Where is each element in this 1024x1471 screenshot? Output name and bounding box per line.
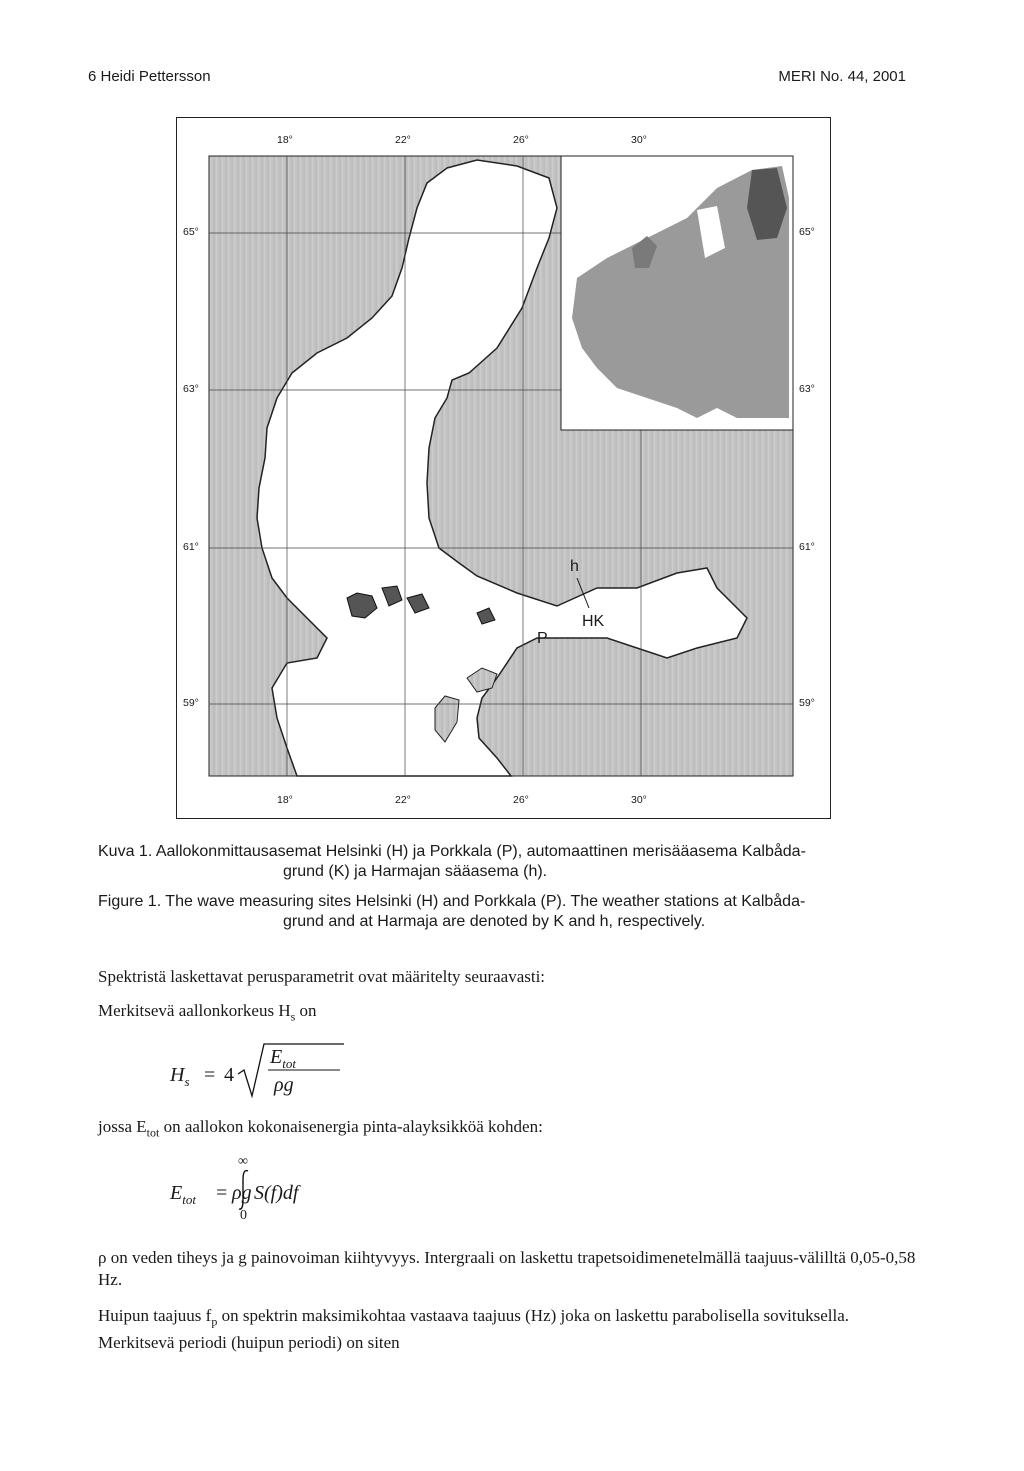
eq2-lhs: $E_{tot}$ bbox=[170, 1182, 196, 1207]
eq1-den: ρg bbox=[274, 1074, 294, 1096]
caption-en-line2: grund and at Harmaja are denoted by K and h, respectively. bbox=[283, 913, 706, 930]
lat-label-right: 59° bbox=[799, 697, 815, 709]
paragraph-intro: Spektristä laskettavat perusparametrit ovat määritelty seuraavasti: bbox=[98, 967, 546, 986]
europe-inset bbox=[561, 156, 793, 430]
caption-fi-line2: grund (K) ja Harmajan sääasema (h). bbox=[283, 863, 548, 880]
lon-label-top: 30° bbox=[631, 134, 647, 146]
map-figure bbox=[176, 117, 831, 819]
baltic-map bbox=[177, 118, 829, 817]
eq2-lower-limit: 0 bbox=[240, 1208, 247, 1223]
caption-fi-label: Kuva 1. bbox=[98, 843, 153, 860]
eq1-coef: 4 bbox=[224, 1064, 234, 1086]
lat-label-left: 59° bbox=[183, 697, 199, 709]
caption-en-label: Figure 1. bbox=[98, 893, 162, 910]
paragraph-fp: Huipun taajuus $f_p$ on spektrin maksimikohtaa vastaava taajuus (Hz) joka on laskettu parabolisella sovituksella. Merkitsevä periodi (huipun periodi) on siten bbox=[98, 1306, 849, 1353]
journal-issue: MERI No. 44, 2001 bbox=[778, 68, 906, 85]
lon-label-top: 18° bbox=[277, 134, 293, 146]
eq1-num: $E_{tot}$ bbox=[270, 1046, 296, 1071]
lat-label-left: 65° bbox=[183, 226, 199, 238]
caption-fi bbox=[98, 842, 918, 884]
equation-etot bbox=[170, 1150, 370, 1230]
equation-hs bbox=[170, 1040, 370, 1104]
lon-label-bottom: 22° bbox=[395, 794, 411, 806]
paragraph-etot: jossa $E_{tot}$ on aallokon kokonaisenergia pinta-alayksikköä kohden: bbox=[98, 1117, 543, 1140]
lat-label-left: 61° bbox=[183, 541, 199, 553]
station-label-p: P bbox=[537, 630, 548, 647]
lat-label-right: 61° bbox=[799, 541, 815, 553]
station-label-h: h bbox=[570, 558, 579, 575]
lon-label-bottom: 30° bbox=[631, 794, 647, 806]
paragraph-rho: ρ on veden tiheys ja g painovoiman kiihtyvyys. Intergraali on laskettu trapetsoidimenetelmällä taajuus-välilltä 0,05-0,58 Hz. bbox=[98, 1248, 916, 1289]
station-label-hk: HK bbox=[582, 613, 605, 630]
integral-sign bbox=[236, 1168, 252, 1212]
lon-label-bottom: 18° bbox=[277, 794, 293, 806]
lat-label-right: 65° bbox=[799, 226, 815, 238]
lon-label-top: 26° bbox=[513, 134, 529, 146]
caption-en-line1: The wave measuring sites Helsinki (H) and Porkkala (P). The weather stations at Kalbåda- bbox=[165, 893, 806, 910]
caption-fi-line1: Aallokonmittausasemat Helsinki (H) ja Porkkala (P), automaattinen merisääasema Kalbåda- bbox=[155, 843, 806, 860]
page-number-author: 6 Heidi Pettersson bbox=[88, 68, 211, 85]
eq2-equals: = bbox=[216, 1182, 228, 1204]
eq1-lhs: $H_s$ bbox=[170, 1064, 190, 1089]
eq1-equals: = bbox=[204, 1064, 216, 1086]
lon-label-bottom: 26° bbox=[513, 794, 529, 806]
lon-label-top: 22° bbox=[395, 134, 411, 146]
paragraph-hs: Merkitsevä aallonkorkeus $H_s$ on bbox=[98, 1001, 317, 1024]
eq2-pre: ρg bbox=[232, 1182, 252, 1204]
caption-en bbox=[98, 892, 918, 934]
eq2-upper-limit: ∞ bbox=[238, 1154, 248, 1169]
lat-label-left: 63° bbox=[183, 383, 199, 395]
lat-label-right: 63° bbox=[799, 383, 815, 395]
eq2-integrand: S(f)df bbox=[254, 1182, 299, 1204]
